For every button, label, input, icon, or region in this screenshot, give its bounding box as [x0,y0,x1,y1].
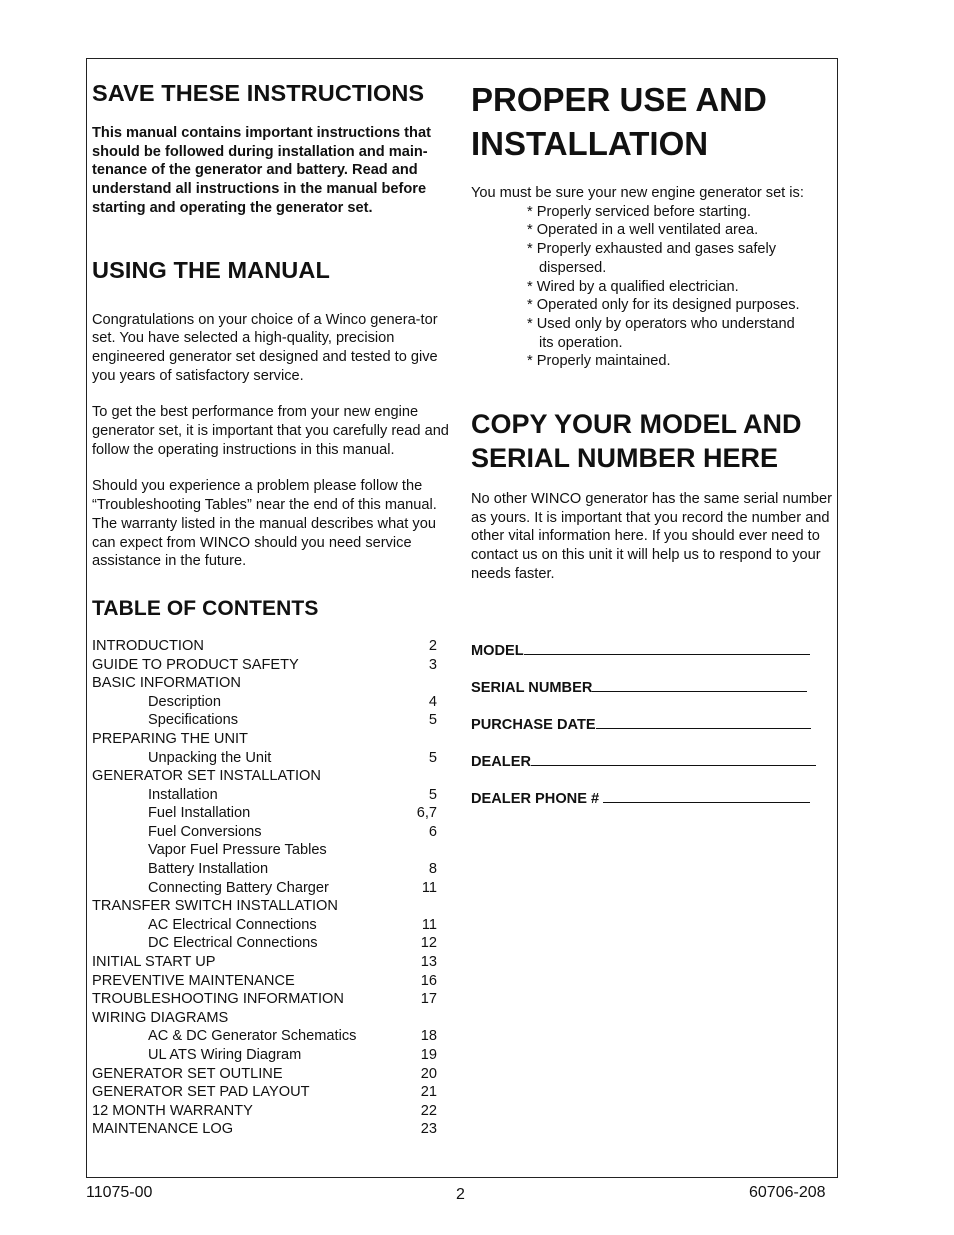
toc-entry-label: INTRODUCTION [92,637,204,654]
toc-row [92,1065,458,1084]
toc-entry-page: 20 [420,1065,437,1082]
requirement-continuation: its operation. [539,334,623,351]
toc-entry-label: AC Electrical Connections [148,916,317,933]
dealer-phone-field-label: DEALER PHONE # [471,790,604,807]
toc-entry-page: 6 [428,823,437,840]
toc-entry-page: 12 [420,935,437,952]
toc-row [92,1120,458,1139]
toc-row [92,934,458,953]
toc-row [92,656,458,675]
toc-entry-label: BASIC INFORMATION [92,675,241,692]
toc-row [92,1083,458,1102]
requirement-item [471,240,837,277]
using-manual-para-2: To get the best performance from your new engine generator set, it is important that you carefully read and follow the operating instructions in this manual. [92,404,449,458]
dealer-field-line[interactable] [531,751,816,766]
dealer-phone-field[interactable] [471,788,837,825]
footer-page-number: 2 [456,1186,465,1203]
proper-use-heading-line-1: PROPER USE AND [471,81,767,118]
requirement-item [471,278,837,297]
toc-entry-page: 4 [428,693,437,710]
purchase-date-field[interactable] [471,714,837,751]
toc-entry-label: Unpacking the Unit [148,749,272,766]
toc-entry-label: GUIDE TO PRODUCT SAFETY [92,656,299,673]
left-column [92,78,458,1139]
purchase-date-field-line[interactable] [596,714,811,729]
toc-entry-label: Description [148,693,221,710]
toc-entry-page: 21 [420,1084,437,1101]
requirement-text: * Wired by a qualified electrician. [527,278,739,295]
toc-entry-page: 22 [420,1102,437,1119]
requirement-item [471,296,837,315]
footer-part-number: 60706-208 [749,1184,826,1201]
toc-entry-label: TROUBLESHOOTING INFORMATION [92,991,344,1008]
toc-entry-label: Vapor Fuel Pressure Tables [148,842,327,859]
toc-entry-label: Battery Installation [148,861,269,878]
dealer-phone-field-line[interactable] [603,788,810,803]
toc-entry-label: Fuel Conversions [148,823,262,840]
toc-entry-label: Connecting Battery Charger [148,879,329,896]
toc-entry-label: GENERATOR SET PAD LAYOUT [92,1084,310,1101]
requirement-item [471,221,837,240]
toc-entry-label: Fuel Installation [148,805,251,822]
toc-entry-label: TRANSFER SWITCH INSTALLATION [92,898,338,915]
purchase-date-field-label: PURCHASE DATE [471,716,596,733]
requirement-text: * Used only by operators who understand [527,315,795,332]
toc-entry-label: PREPARING THE UNIT [92,730,248,747]
toc-row [92,749,458,768]
toc-entry-page: 5 [428,786,437,803]
toc-entry-page: 3 [428,656,437,673]
toc-entry-label: GENERATOR SET OUTLINE [92,1065,283,1082]
toc-entry-page: 11 [421,879,437,896]
toc-entry-label: AC & DC Generator Schematics [148,1028,357,1045]
toc-row [92,693,458,712]
toc-heading: TABLE OF CONTENTS [92,596,319,620]
copy-model-heading-line-2: SERIAL NUMBER HERE [471,443,779,474]
requirement-text: * Properly exhausted and gases safely [527,241,777,258]
toc-row [92,674,458,693]
model-field[interactable] [471,640,837,677]
using-manual-heading: USING THE MANUAL [92,256,330,283]
toc-entry-page: 17 [420,991,437,1008]
toc-entry-label: PREVENTIVE MAINTENANCE [92,972,295,989]
serial-number-field-label: SERIAL NUMBER [471,679,593,696]
toc-entry-label: 12 MONTH WARRANTY [92,1102,253,1119]
toc-entry-page: 19 [420,1047,437,1064]
toc-row [92,730,458,749]
toc-row [92,1009,458,1028]
toc-entry-page: 6,7 [416,805,437,822]
toc-row [92,767,458,786]
save-instructions-text: This manual contains important instructions that should be followed during installation and main-tenance of the generator and battery. Read and understand all instructions in the manual before starting and operating the generator set. [92,125,431,216]
toc-row [92,879,458,898]
toc-row [92,916,458,935]
table-of-contents [92,637,458,1139]
toc-entry-page: 13 [420,954,437,971]
toc-row [92,1102,458,1121]
toc-row [92,990,458,1009]
toc-entry-label: UL ATS Wiring Diagram [148,1047,302,1064]
toc-entry-label: DC Electrical Connections [148,935,318,952]
right-column [471,78,837,825]
toc-entry-page: 5 [428,712,437,729]
requirement-text: * Operated only for its designed purposes. [527,297,800,314]
toc-row [92,860,458,879]
using-manual-para-1: Congratulations on your choice of a Winco genera-tor set. You have selected a high-quality, precision engineered generator set designed and tested to give you years of satisfactory service. [92,311,438,384]
toc-entry-page: 16 [420,972,437,989]
requirement-item [471,203,837,222]
requirement-text: * Properly serviced before starting. [527,203,751,220]
toc-row [92,1046,458,1065]
save-instructions-heading: SAVE THESE INSTRUCTIONS [92,80,425,106]
serial-number-field-line[interactable] [592,677,807,692]
record-fields [471,640,837,825]
toc-entry-label: INITIAL START UP [92,954,216,971]
toc-entry-label: WIRING DIAGRAMS [92,1009,229,1026]
toc-row [92,972,458,991]
toc-entry-page: 18 [420,1028,437,1045]
toc-entry-page: 8 [428,861,437,878]
serial-number-field[interactable] [471,677,837,714]
proper-use-heading-line-2: INSTALLATION [471,125,709,162]
toc-row [92,786,458,805]
toc-row [92,823,458,842]
requirement-text: * Properly maintained. [527,353,671,370]
toc-row [92,711,458,730]
toc-row [92,841,458,860]
toc-row [92,953,458,972]
toc-entry-page: 5 [428,749,437,766]
toc-entry-page: 23 [420,1121,437,1138]
toc-entry-label: MAINTENANCE LOG [92,1121,234,1138]
proper-use-intro: You must be sure your new engine generator set is: [471,185,804,201]
toc-entry-label: Specifications [148,712,239,729]
requirement-text: * Operated in a well ventilated area. [527,222,759,239]
requirement-item [471,352,837,371]
requirement-item [471,315,837,352]
requirements-list [471,203,837,371]
copy-model-heading-line-1: COPY YOUR MODEL AND [471,409,802,440]
toc-row [92,804,458,823]
dealer-field[interactable] [471,751,837,788]
toc-row [92,897,458,916]
using-manual-para-3: Should you experience a problem please follow the “Troubleshooting Tables” near the end of this manual. The warranty listed in the manual describes what you can expect from WINCO should you need service assistance in the future. [92,478,437,570]
footer-doc-number: 11075-00 [86,1184,153,1201]
model-field-label: MODEL [471,642,524,659]
toc-entry-label: Installation [148,786,218,803]
copy-model-text: No other WINCO generator has the same serial number as yours. It is important that you record the number and other vital information here. If you should ever need to contact us on this unit it will help us to respond to your needs faster. [471,491,832,582]
requirement-continuation: dispersed. [539,259,607,276]
toc-row [92,1027,458,1046]
toc-entry-page: 11 [421,916,437,933]
toc-row [92,637,458,656]
model-field-line[interactable] [524,640,810,655]
dealer-field-label: DEALER [471,753,531,770]
toc-entry-page: 2 [428,637,437,654]
toc-entry-label: GENERATOR SET INSTALLATION [92,768,321,785]
